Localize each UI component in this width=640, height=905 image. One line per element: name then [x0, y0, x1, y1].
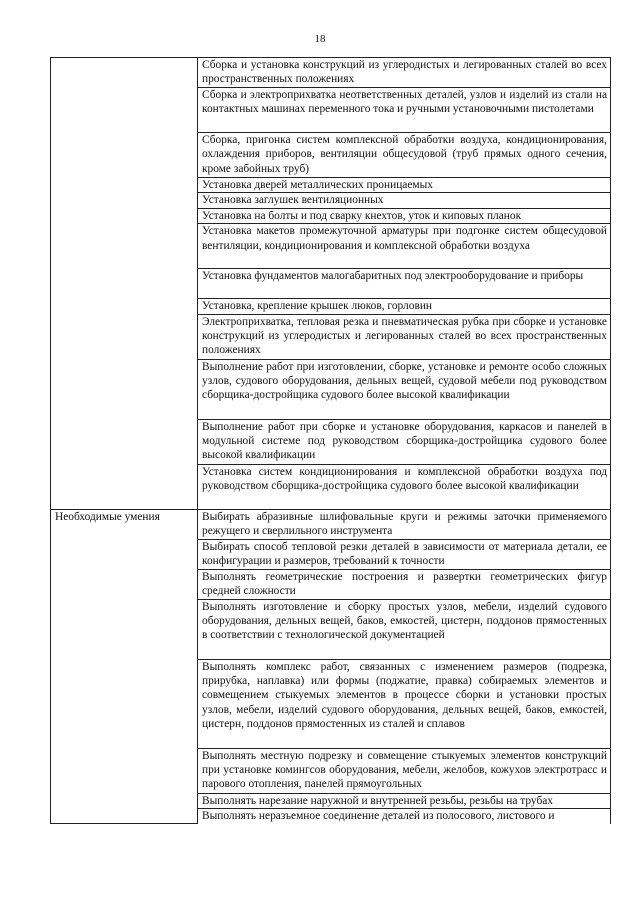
labor-action-item: Электроприхватка, тепловая резка и пневматическая рубка при сборке и установке конструкций из углеродистых и легированных сталей во всех пространственных положениях — [198, 314, 611, 359]
row-label-empty — [51, 58, 198, 510]
labor-action-item: Установка макетов промежуточной арматуры при подгонке систем общесудовой вентиляции, кондиционирования и комплексной обработки воздуха — [198, 224, 611, 269]
skill-item: Выбирать абразивные шлифовальные круги и режимы заточки применяемого режущего и сверлильного инструмента — [198, 509, 611, 539]
table-row — [51, 58, 611, 88]
skill-item: Выполнять изготовление и сборку простых узлов, мебели, изделий судового оборудования, дельных вещей, баков, емкостей, цистерн, поддонов прямостенных в соответствии с технологической документацией — [198, 599, 611, 659]
skill-item: Выполнять местную подрезку и совмещение стыкуемых элементов конструкций при установке комингсов оборудования, мебели, желобов, кожухов электротрасс и парового отопления, панелей прямоугольных — [198, 748, 611, 793]
row-label-required-skills: Необходимые умения — [51, 509, 198, 823]
skill-item: Выполнять комплекс работ, связанных с изменением размеров (подрезка, прирубка, наплавка) или формы (поджатие, правка) собираемых элементов и совмещением стыкуемых элементов в процессе сборки и установки простых узлов, мебели, изделий судового оборудования, дельных вещей, баков, емкостей, цистерн, поддонов прямостенных из сталей и сплавов — [198, 659, 611, 748]
skill-item: Выбирать способ тепловой резки деталей в зависимости от материала детали, ее конфигурации и размеров, требований к точности — [198, 539, 611, 569]
requirements-table — [50, 57, 611, 824]
labor-action-item: Сборка и электроприхватка неответственных деталей, узлов и изделий из стали на контактных машинах переменного тока и ручными установочными пистолетами — [198, 88, 611, 133]
page-number: 18 — [314, 33, 326, 45]
skill-item: Выполнять неразъемное соединение деталей из полосового, листового и — [198, 809, 611, 824]
labor-action-item: Установка систем кондиционирования и комплексной обработки воздуха под руководством сборщика-достройщика судового более высокой квалификации — [198, 464, 611, 509]
labor-action-item: Сборка и установка конструкций из углеродистых и легированных сталей во всех пространственных положениях — [198, 58, 611, 88]
labor-action-item: Выполнение работ при сборке и установке оборудования, каркасов и панелей в модульной системе под руководством сборщика-достройщика судового более высокой квалификации — [198, 419, 611, 464]
labor-action-item: Установка, крепление крышек люков, горловин — [198, 299, 611, 314]
labor-action-item: Сборка, пригонка систем комплексной обработки воздуха, кондиционирования, охлаждения приборов, вентиляции общесудовой (труб прямых одного сечения, кроме забойных труб) — [198, 133, 611, 178]
labor-action-item: Выполнение работ при изготовлении, сборке, установке и ремонте особо сложных узлов, судового оборудования, дельных вещей, судовой мебели под руководством сборщика-достройщика судового более высокой квалификации — [198, 359, 611, 419]
labor-action-item: Установка заглушек вентиляционных — [198, 193, 611, 208]
labor-action-item: Установка дверей металлических проницаемых — [198, 178, 611, 193]
skill-item: Выполнять нарезание наружной и внутренней резьбы, резьбы на трубах — [198, 793, 611, 808]
labor-action-item: Установка фундаментов малогабаритных под электрооборудование и приборы — [198, 269, 611, 299]
skill-item: Выполнять геометрические построения и развертки геометрических фигур средней сложности — [198, 569, 611, 599]
table-row — [51, 509, 611, 539]
labor-action-item: Установка на болты и под сварку кнехтов, уток и киповых планок — [198, 208, 611, 223]
